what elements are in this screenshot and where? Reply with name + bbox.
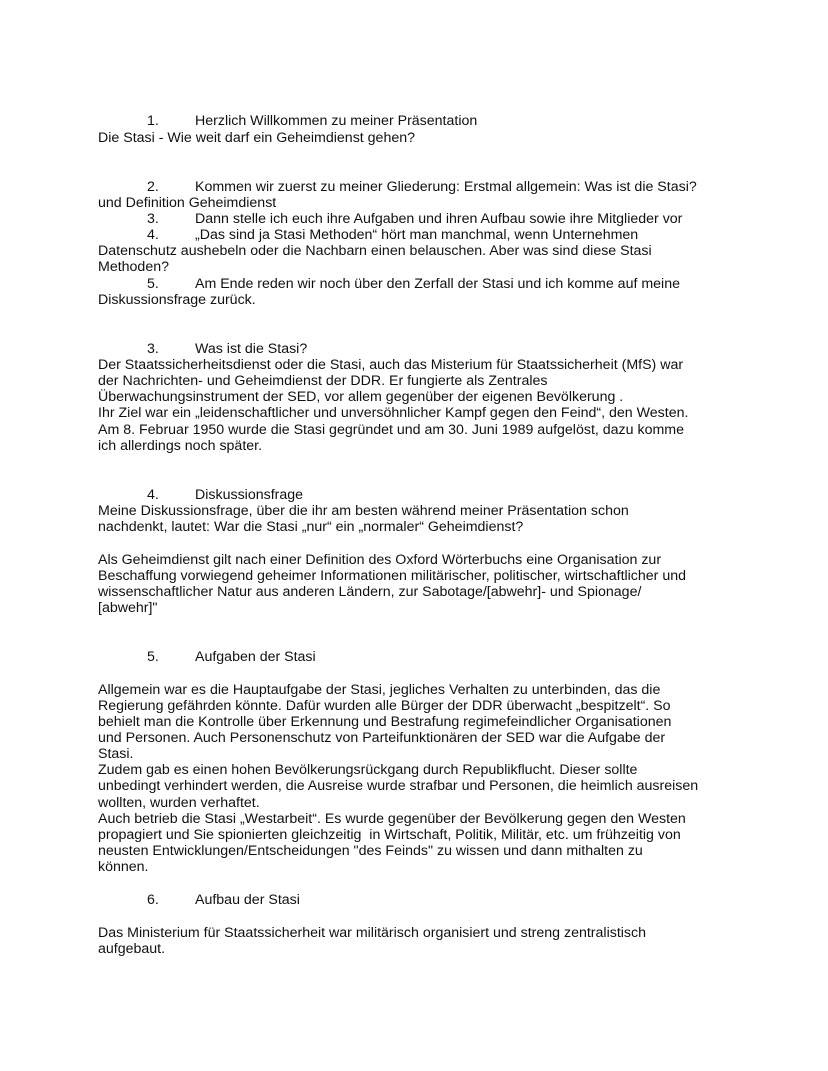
text-line: Auch betrieb die Stasi „Westarbeit“. Es wurde gegenüber der Bevölkerung gegen den Westen (98, 811, 686, 827)
text-line: und Personen. Auch Personenschutz von Parteifunktionären der SED war die Aufgabe der (98, 730, 666, 746)
list-item: Kommen wir zuerst zu meiner Gliederung: Erstmal allgemein: Was ist die Stasi? (195, 179, 697, 195)
text-line: unbedingt verhindert werden, die Ausreise wurde strafbar und Personen, die heimlich ausreisen (98, 778, 699, 794)
text-line: Der Staatssicherheitsdienst oder die Stasi, auch das Misterium für Staatssicherheit (MfS) war (98, 357, 684, 373)
list-number: 4. (147, 227, 159, 243)
text-line: wollten, wurden verhaftet. (98, 795, 260, 811)
section-number: 4. (147, 487, 159, 503)
text-line: Das Ministerium für Staatssicherheit war militärisch organisiert und streng zentralistisch (98, 925, 646, 941)
text-line: nachdenkt, lautet: War die Stasi „nur“ ein „normaler“ Geheimdienst? (98, 519, 524, 535)
text-line: Meine Diskussionsfrage, über die ihr am besten während meiner Präsentation schon (98, 503, 629, 519)
list-number: 2. (147, 179, 159, 195)
text-line: Methoden? (98, 259, 169, 275)
text-line: Am 8. Februar 1950 wurde die Stasi gegründet und am 30. Juni 1989 aufgelöst, dazu komme (98, 422, 684, 438)
text-line: Die Stasi - Wie weit darf ein Geheimdienst gehen? (98, 130, 416, 146)
text-line: aufgebaut. (98, 941, 166, 957)
section-heading: Aufgaben der Stasi (195, 649, 316, 665)
text-line: und Definition Geheimdienst (98, 195, 277, 211)
text-line: [abwehr]" (98, 600, 158, 616)
section-heading: Was ist die Stasi? (195, 341, 308, 357)
text-line: propagiert und Sie spionierten gleichzeitig in Wirtschaft, Politik, Militär, etc. um frühzeitig von (98, 827, 681, 843)
text-line: neusten Entwicklungen/Entscheidungen "des Feinds" zu wissen und dann mithalten zu (98, 843, 643, 859)
text-line: Diskussionsfrage zurück. (98, 292, 256, 308)
text-line: Zudem gab es einen hohen Bevölkerungsrückgang durch Republikflucht. Dieser sollte (98, 762, 638, 778)
list-number: 5. (147, 276, 159, 292)
section-heading: Diskussionsfrage (195, 487, 304, 503)
text-line: Stasi. (98, 746, 134, 762)
list-item: „Das sind ja Stasi Methoden“ hört man manchmal, wenn Unternehmen (195, 227, 639, 243)
text-line: Ihr Ziel war ein „leidenschaftlicher und unversöhnlicher Kampf gegen den Feind“, den Westen. (98, 405, 689, 421)
section-heading: Aufbau der Stasi (195, 892, 300, 908)
section-number: 3. (147, 341, 159, 357)
text-line: Datenschutz aushebeln oder die Nachbarn einen belauschen. Aber was sind diese Stasi (98, 243, 652, 259)
text-line: der Nachrichten- und Geheimdienst der DDR. Er fungierte als Zentrales (98, 373, 548, 389)
text-line: Als Geheimdienst gilt nach einer Definition des Oxford Wörterbuchs eine Organisation zur (98, 552, 662, 568)
list-number: 3. (147, 211, 159, 227)
text-line: behielt man die Kontrolle über Erkennung und Bestrafung regimefeindlicher Organisationen (98, 714, 672, 730)
text-line: ich allerdings noch später. (98, 438, 263, 454)
list-item: Dann stelle ich euch ihre Aufgaben und ihren Aufbau sowie ihre Mitglieder vor (195, 211, 683, 227)
list-item: Am Ende reden wir noch über den Zerfall der Stasi und ich komme auf meine (195, 276, 680, 292)
text-line: Regierung gefährden könnte. Dafür wurden alle Bürger der DDR überwacht „bespitzelt“. So (98, 698, 671, 714)
section-heading: Herzlich Willkommen zu meiner Präsentation (195, 113, 478, 129)
text-line: Überwachungsinstrument der SED, vor allem gegenüber der eigenen Bevölkerung . (98, 389, 624, 405)
section-number: 5. (147, 649, 159, 665)
text-line: können. (98, 859, 149, 875)
section-number: 6. (147, 892, 159, 908)
text-line: Allgemein war es die Hauptaufgabe der Stasi, jegliches Verhalten zu unterbinden, das die (98, 682, 661, 698)
section-number: 1. (147, 113, 159, 129)
text-line: Beschaffung vorwiegend geheimer Informationen militärischer, politischer, wirtschaftlicher und (98, 568, 687, 584)
text-line: wissenschaftlicher Natur aus anderen Ländern, zur Sabotage/[abwehr]- und Spionage/ (98, 584, 642, 600)
